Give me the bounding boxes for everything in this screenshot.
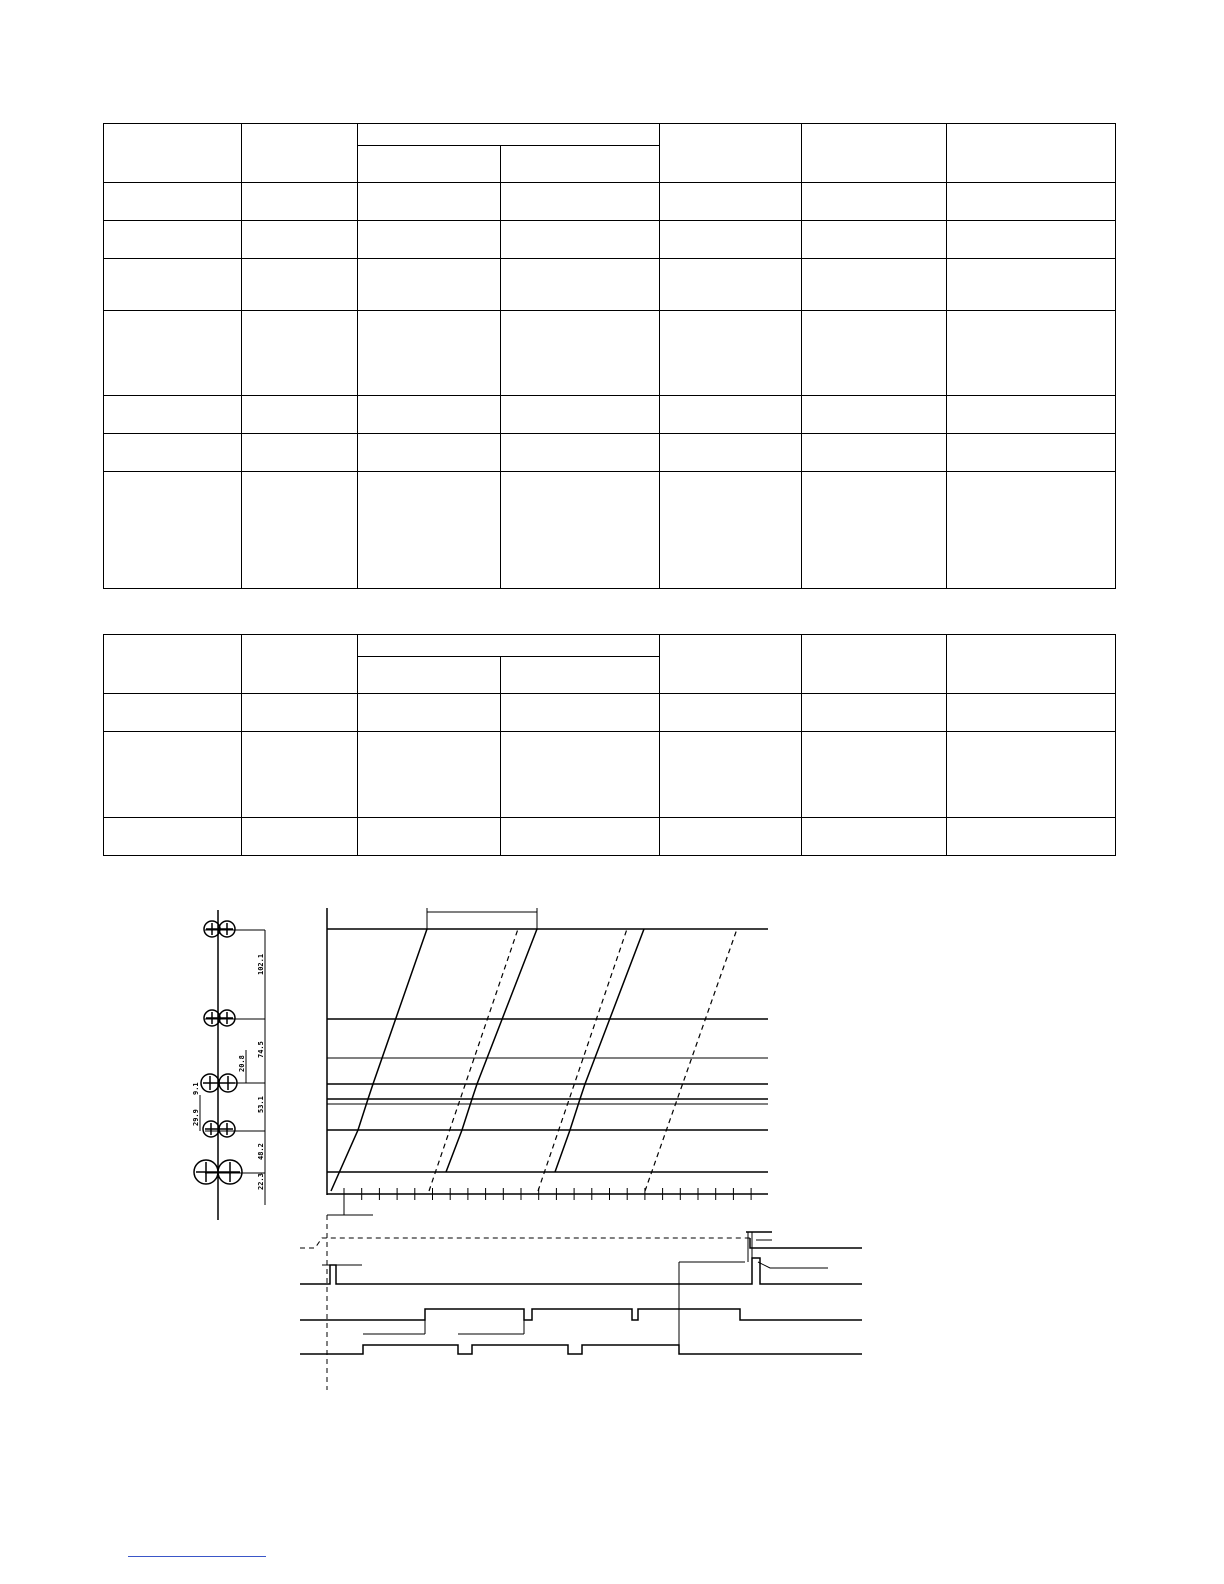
table-row xyxy=(104,694,1116,732)
roller-pair-icon xyxy=(201,1074,237,1092)
table-row xyxy=(104,434,1116,472)
dimension-label: 29.9 xyxy=(192,1109,200,1126)
sub-header-cell xyxy=(501,146,660,183)
header-cell xyxy=(660,124,802,183)
header-cell xyxy=(242,124,358,183)
dimension-label: 20.8 xyxy=(238,1055,246,1072)
signal-waveforms xyxy=(300,1215,862,1390)
sub-header-cell xyxy=(358,146,501,183)
table-row xyxy=(104,396,1116,434)
header-cell xyxy=(104,635,242,694)
roller-column xyxy=(194,910,265,1220)
sub-header-cell xyxy=(358,657,501,694)
dimension-label: 102.1 xyxy=(257,953,265,975)
header-cell xyxy=(802,635,947,694)
table-row xyxy=(104,472,1116,589)
dimension-label: 22.3 xyxy=(257,1173,265,1190)
header-cell xyxy=(242,635,358,694)
dimension-label: 9.1 xyxy=(192,1082,200,1095)
header-cell xyxy=(660,635,802,694)
footer-link-underline[interactable] xyxy=(128,1556,266,1557)
roller-pair-icon xyxy=(194,1160,242,1184)
dimension-label: 53.1 xyxy=(257,1096,265,1113)
upper-spec-table xyxy=(103,123,1116,589)
sub-header-cell xyxy=(501,657,660,694)
time-axis-ticks xyxy=(344,1188,751,1200)
header-cell xyxy=(947,124,1116,183)
dimension-label: 48.2 xyxy=(257,1143,265,1160)
table-row xyxy=(104,818,1116,856)
roller-pair-icon xyxy=(204,1010,235,1026)
header-cell xyxy=(104,124,242,183)
table-row xyxy=(104,259,1116,311)
table-row xyxy=(104,183,1116,221)
header-cell xyxy=(947,635,1116,694)
header-cell xyxy=(802,124,947,183)
sheet-travel-chart xyxy=(327,908,768,1215)
table-row xyxy=(104,311,1116,396)
dimension-label: 74.5 xyxy=(257,1041,265,1058)
table-row xyxy=(104,221,1116,259)
group-header-cell xyxy=(358,635,660,657)
roller-pair-icon xyxy=(203,1121,235,1137)
group-header-cell xyxy=(358,124,660,146)
lower-spec-table xyxy=(103,634,1116,856)
roller-pair-icon xyxy=(204,921,235,937)
table-row xyxy=(104,732,1116,818)
